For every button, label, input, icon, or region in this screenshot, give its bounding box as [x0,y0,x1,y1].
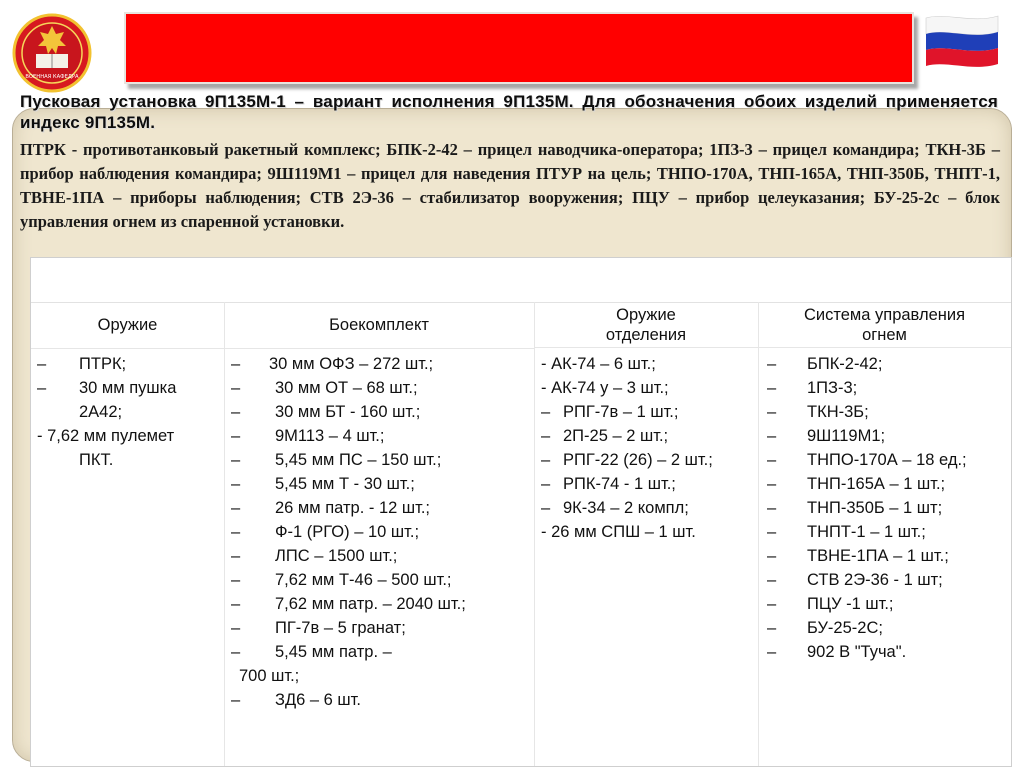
list-item: – 902 В "Туча". [767,643,907,661]
list-item: – 26 мм патр. - 12 шт.; [231,499,431,517]
list-item: – 5,45 мм патр. – [231,643,392,661]
fire-control-cell [767,352,1007,664]
list-item: – БПК-2-42; [767,355,883,373]
column-divider [224,302,225,766]
emblem-text: ВОЕННАЯ КАФЕДРА [25,74,79,80]
slide-headline: Пусковая установка 9П135М-1 – вариант исполнения 9П135М. Для обозначения обоих изделий применяется индекс 9П135М. [20,92,998,132]
list-item: – СТВ 2Э-36 - 1 шт; [767,571,943,589]
list-item: – 30 мм БТ - 160 шт.; [231,403,421,421]
list-item: – ТКН-3Б; [767,403,869,421]
list-item: - АК-74 у – 3 шт.; [541,379,669,397]
column-header-squad-weapons: Оружие отделения [534,302,758,348]
list-item: – ЗД6 – 6 шт. [231,691,361,709]
list-item: – 5,45 мм Т - 30 шт.; [231,475,415,493]
column-header-fire-control: Система управления огнем [758,302,1011,348]
table-header-band [31,258,1011,303]
list-item: – 1ПЗ-3; [767,379,858,397]
list-item: 700 шт.; [239,667,300,685]
list-item: - 7,62 мм пулемет [37,427,175,445]
list-item: – 2П-25 – 2 шт.; [541,427,669,445]
list-item: – РПГ-22 (26) – 2 шт.; [541,451,713,469]
military-department-emblem-icon [6,12,98,94]
russian-flag-icon [922,12,1002,68]
list-item: – ТНП-165А – 1 шт.; [767,475,946,493]
list-item: - АК-74 – 6 шт.; [541,355,656,373]
list-item: – ЛПС – 1500 шт.; [231,547,398,565]
list-item: – ТВНЕ-1ПА – 1 шт.; [767,547,949,565]
list-item: – 9М113 – 4 шт.; [231,427,385,445]
list-item: – 7,62 мм Т-46 – 500 шт.; [231,571,452,589]
list-item: – 5,45 мм ПС – 150 шт.; [231,451,442,469]
list-item: – 7,62 мм патр. – 2040 шт.; [231,595,466,613]
list-item: – 30 мм ОТ – 68 шт.; [231,379,418,397]
list-item: 2А42; [79,403,123,421]
ammo-cell [231,352,531,712]
list-item: – ПТРК; [37,355,127,373]
squad-weapons-cell [541,352,756,544]
list-item: – БУ-25-2С; [767,619,883,637]
list-item: – ТНП-350Б – 1 шт; [767,499,943,517]
column-divider [534,302,535,766]
list-item: ПКТ. [79,451,114,469]
column-divider [758,302,759,766]
weapons-cell [37,352,223,472]
list-item: – РПГ-7в – 1 шт.; [541,403,679,421]
list-item: – Ф-1 (РГО) – 10 шт.; [231,523,420,541]
equipment-table [30,257,1012,767]
list-item: – 30 мм пушка [37,379,177,397]
column-header-ammo: Боекомплект [224,302,534,349]
list-item: – 30 мм ОФЗ – 272 шт.; [231,355,434,373]
column-header-weapons: Оружие [31,302,224,349]
list-item: – ПЦУ -1 шт.; [767,595,894,613]
list-item: – ТНПО-170А – 18 ед.; [767,451,967,469]
list-item: – 9К-34 – 2 компл; [541,499,689,517]
list-item: – РПК-74 - 1 шт.; [541,475,676,493]
title-bar [124,12,914,84]
list-item: – ПГ-7в – 5 гранат; [231,619,406,637]
list-item: – 9Ш119М1; [767,427,886,445]
list-item: - 26 мм СПШ – 1 шт. [541,523,696,541]
list-item: – ТНПТ-1 – 1 шт.; [767,523,926,541]
abbreviations-description: ПТРК - противотанковый ракетный комплекс; БПК-2-42 – прицел наводчика-оператора; 1ПЗ-3 – прицел командира; ТКН-3Б – прибор наблюдения командира; 9Ш119М1 – прицел для наведения ПТУР на цель; ТНПО-170А, ТНП-165А, ТНП-350Б, ТНПТ-1, ТВНЕ-1ПА – приборы наблюдения; СТВ 2Э-36 – стабилизатор вооружения; ПЦУ – прибор целеуказания; БУ-25-2с – блок управления огнем из спаренной установки. [20,140,1000,231]
